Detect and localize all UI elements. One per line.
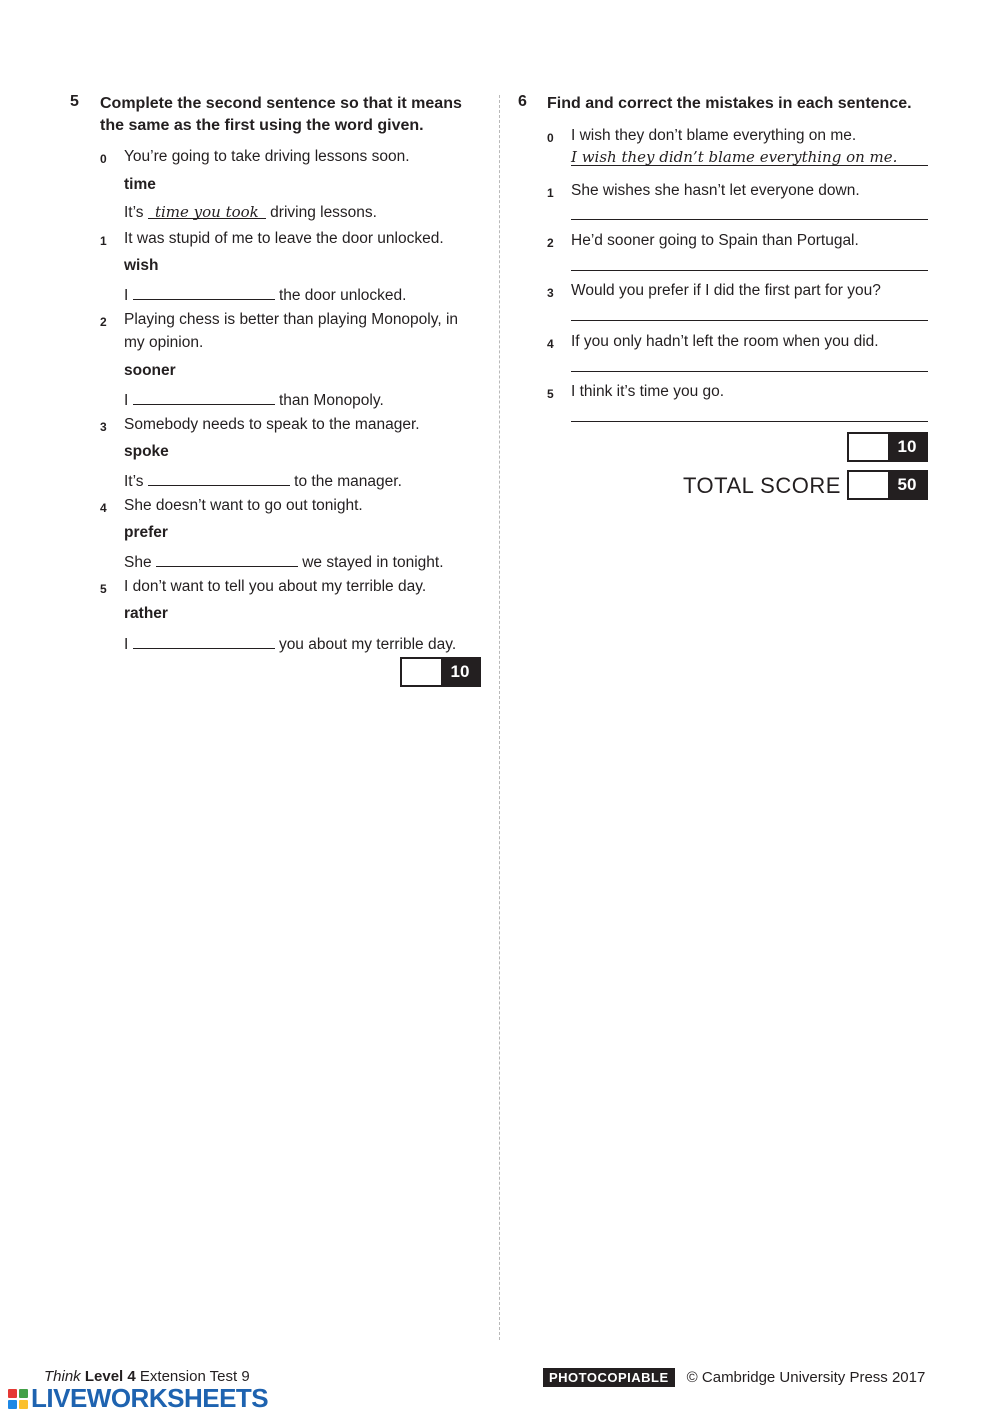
ex6-item-1-sentence: She wishes she hasn’t let everyone down. — [571, 182, 860, 199]
ex5-item-2-sentence-line-2: my opinion. — [124, 334, 204, 351]
total-score-box — [847, 470, 928, 500]
ex5-item-0-keyword: time — [124, 176, 156, 193]
ex6-item-number: 5 — [547, 387, 554, 401]
score-entry[interactable] — [849, 434, 888, 460]
ex5-item-1-answer-line — [124, 282, 406, 307]
ex6-item-number: 4 — [547, 337, 554, 351]
ex5-item-1-keyword: wish — [124, 257, 159, 274]
test-name: Extension Test 9 — [139, 1368, 250, 1385]
ex6-score-max: 10 — [888, 434, 926, 460]
ex5-item-5-answer-input[interactable] — [133, 631, 275, 649]
ex6-item-0-answer-line — [571, 165, 928, 166]
logo-text: LIVEWORKSHEETS — [31, 1383, 269, 1413]
ex5-item-2-keyword: sooner — [124, 362, 176, 379]
ex6-score-box — [847, 432, 928, 462]
copyright: © Cambridge University Press 2017 — [686, 1369, 926, 1386]
ex6-item-4-answer-input[interactable] — [571, 371, 928, 372]
ex5-item-2-sentence-line-1: Playing chess is better than playing Monopoly, in — [124, 311, 459, 328]
ex5-item-3-sentence: Somebody needs to speak to the manager. — [124, 416, 420, 433]
ex5-item-3-keyword: spoke — [124, 443, 169, 460]
ex5-item-1-answer-input[interactable] — [133, 282, 275, 300]
answer-suffix: the door unlocked. — [278, 287, 407, 304]
answer-suffix: driving lessons. — [270, 204, 377, 221]
ex6-item-3-answer-input[interactable] — [571, 320, 928, 321]
answer-suffix: you about my terrible day. — [278, 636, 457, 653]
ex5-item-2-answer-line — [124, 387, 384, 412]
ex6-item-3-sentence: Would you prefer if I did the first part for you? — [571, 282, 881, 299]
answer-prefix: She — [124, 554, 152, 571]
ex5-item-5-sentence: I don’t want to tell you about my terrible day. — [124, 578, 427, 595]
ex6-item-number: 2 — [547, 236, 554, 250]
ex6-item-5-answer-input[interactable] — [571, 421, 928, 422]
ex5-item-4-answer-line — [124, 549, 444, 574]
level: Level 4 — [84, 1368, 136, 1385]
ex5-item-number: 5 — [100, 582, 107, 596]
answer-suffix: we stayed in tonight. — [302, 554, 444, 571]
ex5-item-number: 1 — [100, 234, 107, 248]
ex5-item-0-answer-line — [124, 201, 377, 224]
ex6-item-2-sentence: He’d sooner going to Spain than Portugal. — [571, 232, 859, 249]
ex6-item-1-answer-input[interactable] — [571, 219, 928, 220]
ex5-item-4-answer-input[interactable] — [156, 549, 298, 567]
answer-suffix: to the manager. — [294, 473, 402, 490]
ex5-item-number: 2 — [100, 315, 107, 329]
ex5-item-number: 4 — [100, 501, 107, 515]
photocopiable-badge: PHOTOCOPIABLE — [543, 1368, 675, 1387]
logo-squares-icon — [8, 1389, 28, 1409]
answer-suffix: than Monopoly. — [278, 392, 384, 409]
ex5-item-0-sentence: You’re going to take driving lessons soon. — [124, 148, 410, 165]
ex5-item-number: 0 — [100, 152, 107, 166]
ex6-item-0-sentence: I wish they don’t blame everything on me. — [571, 127, 857, 144]
ex6-item-2-answer-input[interactable] — [571, 270, 928, 271]
brand-name: Think — [44, 1368, 81, 1385]
ex5-item-5-keyword: rather — [124, 605, 168, 622]
answer-prefix: I — [124, 636, 129, 653]
ex5-item-3-answer-line — [124, 468, 402, 493]
ex5-item-5-answer-line — [124, 631, 456, 656]
ex6-item-0-answer: I wish they didn’t blame everything on me. — [571, 148, 898, 166]
exercise-6-number: 6 — [518, 93, 527, 110]
ex5-item-4-keyword: prefer — [124, 524, 168, 541]
ex5-item-3-answer-input[interactable] — [148, 468, 290, 486]
ex5-item-1-sentence: It was stupid of me to leave the door unlocked. — [124, 230, 444, 247]
ex6-item-number: 0 — [547, 131, 554, 145]
score-entry[interactable] — [849, 472, 888, 498]
exercise-5-title-line-2: the same as the first using the word given. — [100, 117, 424, 134]
ex6-item-number: 1 — [547, 186, 554, 200]
score-entry[interactable] — [402, 659, 441, 685]
ex5-item-0-answer-text: time you took — [154, 203, 259, 221]
ex6-item-4-sentence: If you only hadn’t left the room when you did. — [571, 333, 879, 350]
ex6-item-number: 3 — [547, 286, 554, 300]
exercise-5-number: 5 — [70, 93, 79, 110]
answer-prefix: It’s — [124, 204, 144, 221]
ex5-item-0-answer — [148, 201, 266, 219]
liveworksheets-logo[interactable] — [8, 1383, 268, 1414]
footer-copyright-block — [543, 1368, 925, 1387]
answer-prefix: It’s — [124, 473, 144, 490]
ex5-item-number: 3 — [100, 420, 107, 434]
exercise-6-title: Find and correct the mistakes in each sentence. — [547, 95, 912, 112]
exercise-5-title-line-1: Complete the second sentence so that it means — [100, 95, 462, 112]
ex5-score-max: 10 — [441, 659, 479, 685]
ex5-item-2-answer-input[interactable] — [133, 387, 275, 405]
column-divider — [499, 95, 500, 1340]
answer-prefix: I — [124, 287, 129, 304]
ex5-item-4-sentence: She doesn’t want to go out tonight. — [124, 497, 363, 514]
total-score-label: TOTAL SCORE — [683, 473, 841, 498]
answer-prefix: I — [124, 392, 129, 409]
ex6-item-5-sentence: I think it’s time you go. — [571, 383, 725, 400]
total-score-max: 50 — [888, 472, 926, 498]
ex5-score-box — [400, 657, 481, 687]
